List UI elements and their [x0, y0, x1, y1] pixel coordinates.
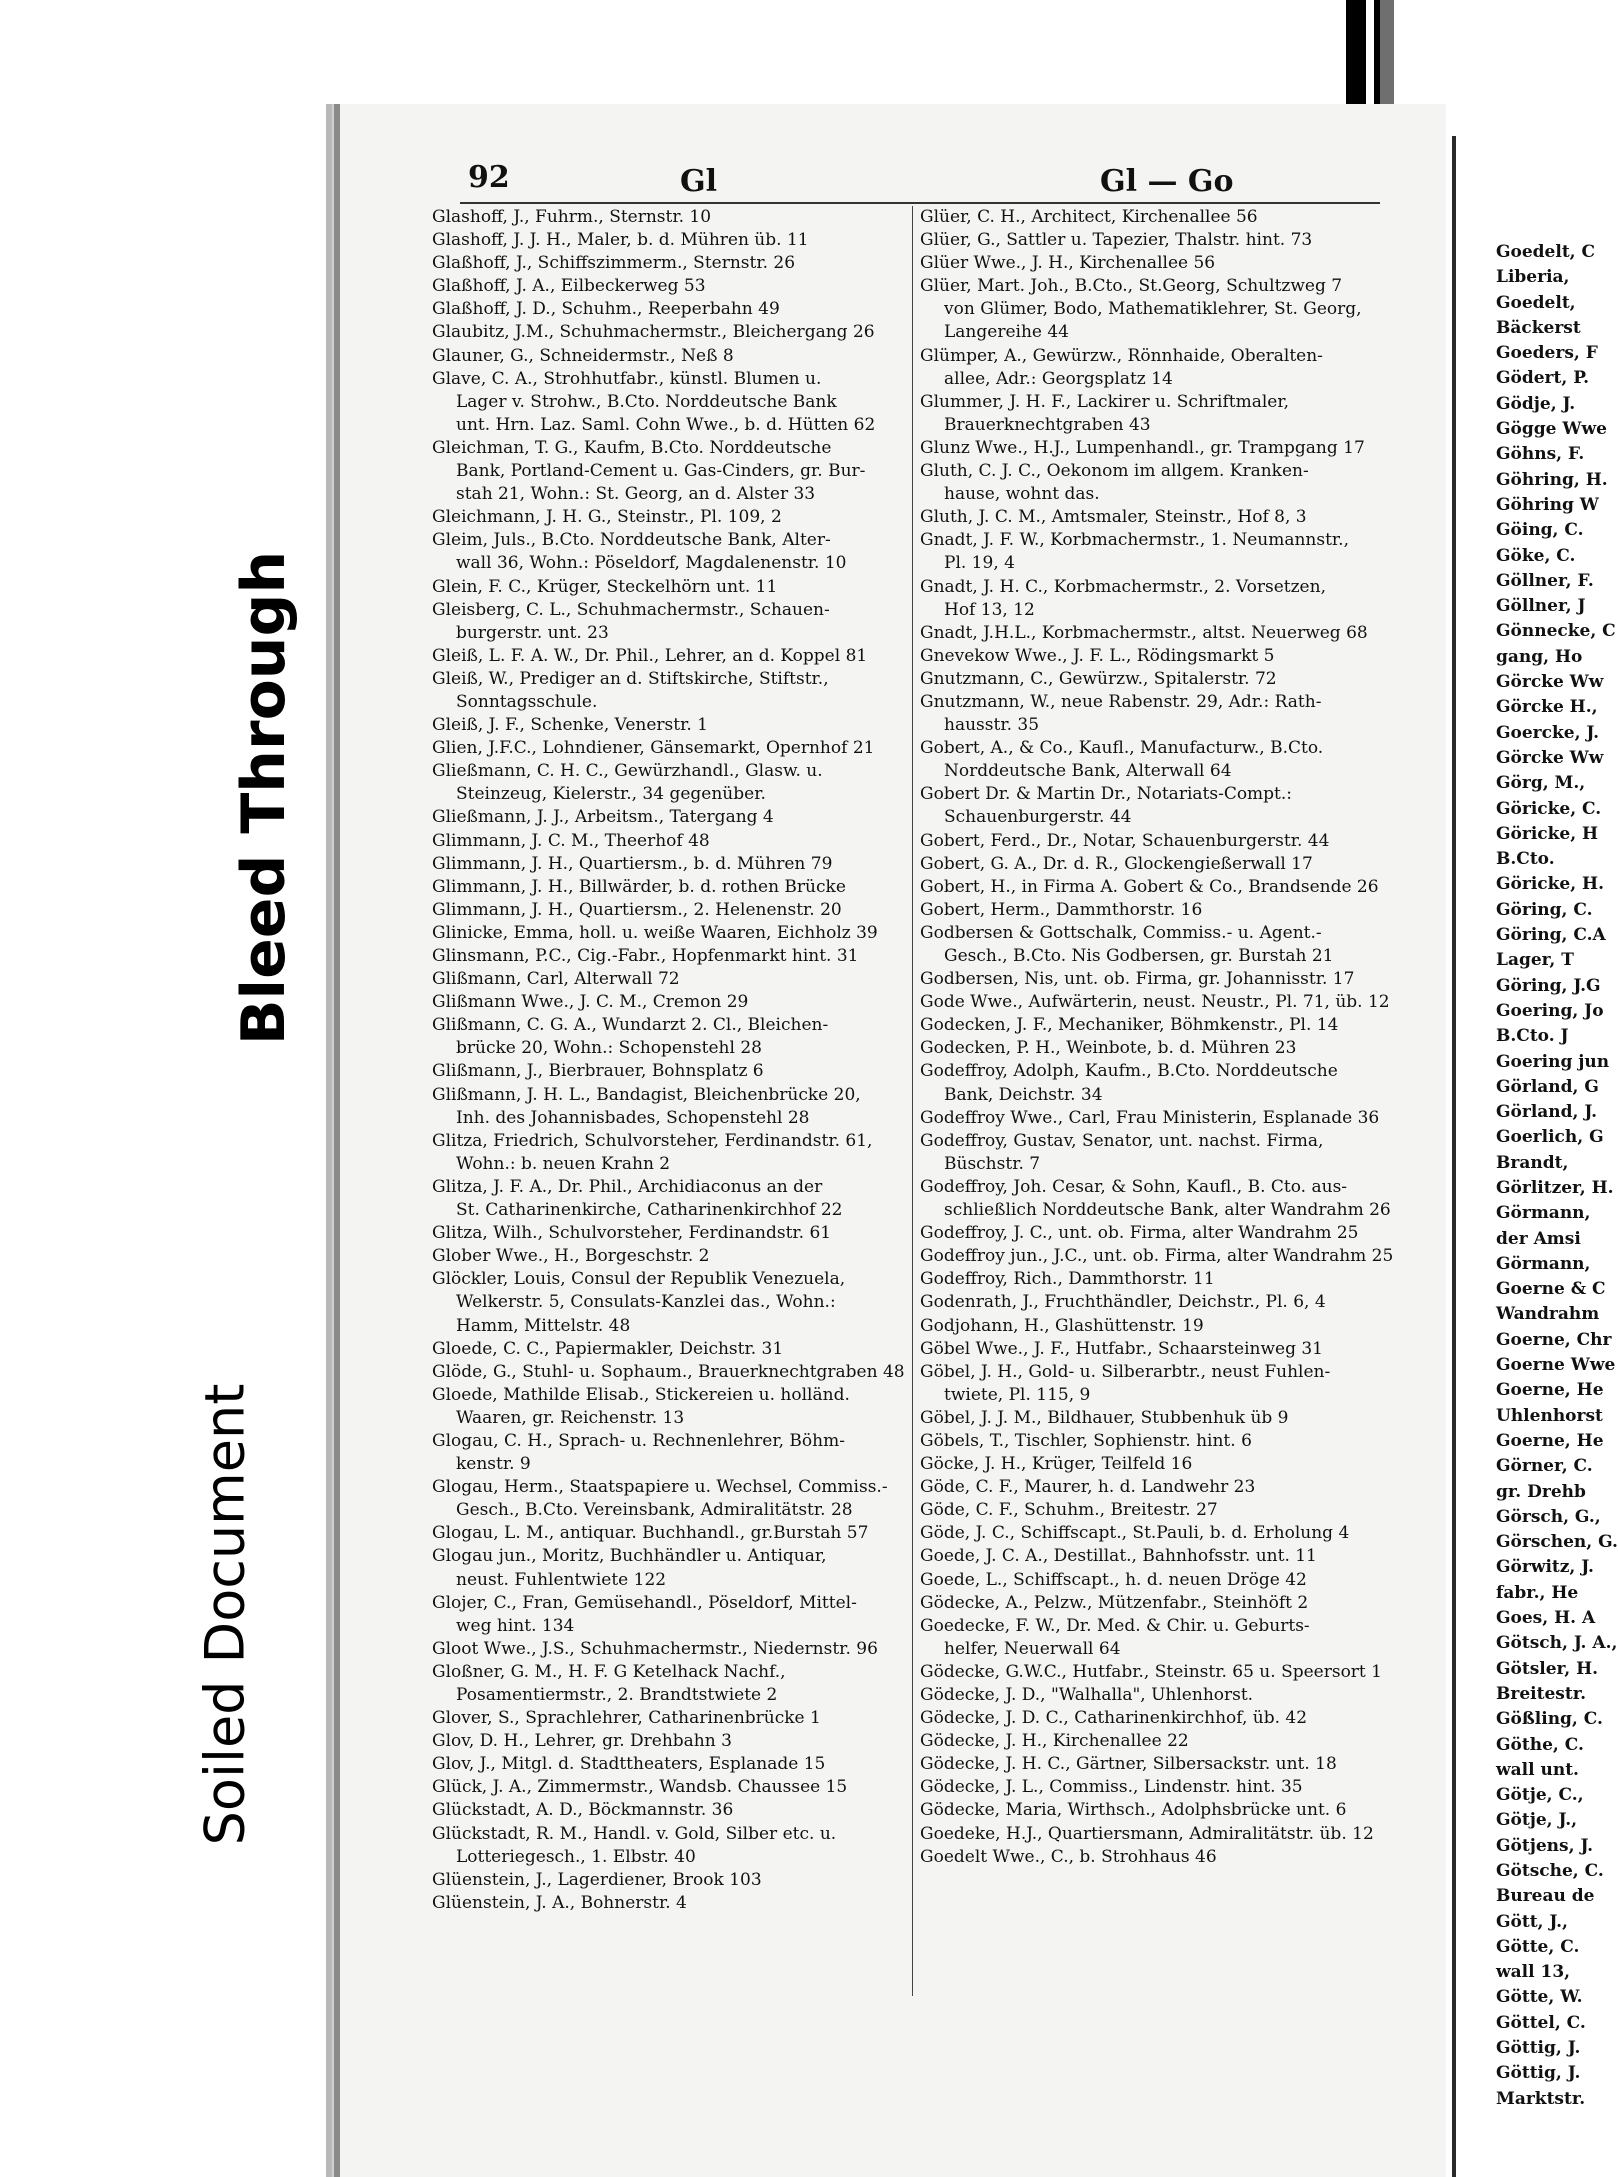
directory-entry-line: Norddeutsche Bank, Alterwall 64 — [944, 761, 1232, 782]
directory-entry-line: unt. Hrn. Laz. Saml. Cohn Wwe., b. d. Hütten 62 — [456, 414, 876, 435]
directory-entry-line: Glißmann, Carl, Alterwall 72 — [432, 969, 680, 990]
directory-entry-line: Glein, F. C., Krüger, Steckelhörn unt. 11 — [432, 576, 778, 597]
directory-entry-line: Goedelt, — [1496, 292, 1576, 313]
directory-entry-line: Göricke, H — [1496, 823, 1599, 844]
directory-entry-line: Gödecke, A., Pelzw., Mützenfabr., Steinhöft 2 — [920, 1592, 1309, 1613]
directory-entry-line: Glien, J.F.C., Lohndiener, Gänsemarkt, Opernhof 21 — [432, 738, 875, 759]
directory-entry-line: Glauner, G., Schneidermstr., Neß 8 — [432, 345, 734, 366]
directory-entry-line: Goede, J. C. A., Destillat., Bahnhofsstr. unt. 11 — [920, 1546, 1317, 1567]
directory-entry-line: Glashoff, J. J. H., Maler, b. d. Mühren üb. 11 — [432, 230, 809, 251]
directory-entry-line: Göcke, J. H., Krüger, Teilfeld 16 — [920, 1454, 1193, 1475]
directory-entry-line: Göhns, F. — [1496, 444, 1585, 465]
directory-entry-line: kenstr. 9 — [456, 1454, 531, 1475]
directory-entry-line: Gließmann, J. J., Arbeitsm., Tatergang 4 — [432, 807, 774, 828]
directory-entry-line: Gött, J., — [1496, 1911, 1568, 1932]
directory-entry-line: Gode Wwe., Aufwärterin, neust. Neustr., Pl. 71, üb. 12 — [920, 992, 1390, 1013]
directory-entry-line: Gödert, P. — [1496, 368, 1590, 389]
directory-entry-line: von Glümer, Bodo, Mathematiklehrer, St. Georg, — [944, 299, 1362, 320]
directory-entry-line: Götje, J., — [1496, 1810, 1578, 1831]
directory-entry-line: Goerne & C — [1496, 1279, 1606, 1300]
directory-entry-line: Gnadt, J. H. C., Korbmachermstr., 2. Vorsetzen, — [920, 576, 1326, 597]
directory-entry-line: gang, Ho — [1496, 646, 1583, 667]
directory-entry-line: Göde, J. C., Schiffscapt., St.Pauli, b. d. Erholung 4 — [920, 1523, 1350, 1544]
directory-entry-line: Götte, C. — [1496, 1936, 1580, 1957]
directory-entry-line: Inh. des Johannisbades, Schopenstehl 28 — [456, 1107, 810, 1128]
directory-entry-line: Glüenstein, J., Lagerdiener, Brook 103 — [432, 1869, 762, 1890]
directory-entry-line: Gesch., B.Cto. Nis Godbersen, gr. Burstah 21 — [944, 946, 1334, 966]
directory-entry-line: weg hint. 134 — [456, 1615, 575, 1636]
directory-entry-line: Goede, L., Schiffscapt., h. d. neuen Dröge 42 — [920, 1569, 1307, 1590]
directory-entry-line: Gließmann, C. H. C., Gewürzhandl., Glasw. u. — [432, 761, 823, 782]
directory-entry-line: Pl. 19, 4 — [944, 553, 1015, 574]
directory-entry-line: Görcke Ww — [1496, 747, 1604, 768]
directory-entry-line: Godeffroy, Rich., Dammthorstr. 11 — [920, 1269, 1215, 1290]
directory-entry-line: Glückstadt, R. M., Handl. v. Gold, Silber etc. u. — [432, 1823, 837, 1844]
directory-entry-line: burgerstr. unt. 23 — [456, 622, 609, 643]
directory-entry-line: Godjohann, H., Glashüttenstr. 19 — [920, 1315, 1204, 1336]
bleed-through-label — [204, 508, 324, 1088]
directory-column-right-clipped — [1496, 240, 1618, 2112]
directory-entry-line: schließlich Norddeutsche Bank, alter Wandrahm 26 — [944, 1200, 1391, 1221]
directory-entry-line: Glover, S., Sprachlehrer, Catharinenbrücke 1 — [432, 1708, 821, 1729]
directory-entry-line: Gesch., B.Cto. Vereinsbank, Admiralitätstr. 28 — [456, 1500, 853, 1521]
directory-entry-line: Glöckler, Louis, Consul der Republik Venezuela, — [432, 1269, 846, 1290]
directory-entry-line: Glimmann, J. C. M., Theerhof 48 — [432, 830, 710, 851]
directory-entry-line: Glimmann, J. H., Billwärder, b. d. rothen Brücke — [432, 876, 846, 897]
directory-entry-line: Marktstr. — [1496, 2088, 1586, 2109]
directory-entry-line: Gnadt, J.H.L., Korbmachermstr., altst. Neuerweg 68 — [920, 622, 1368, 643]
directory-entry-line: Lotteriegesch., 1. Elbstr. 40 — [456, 1846, 696, 1867]
directory-entry-line: Glaßhoff, J., Schiffszimmerm., Sternstr. 26 — [432, 253, 796, 274]
directory-entry-line: Götje, C., — [1496, 1785, 1584, 1806]
directory-entry-line: Goeders, F — [1496, 343, 1598, 364]
directory-entry-line: Gobert, Ferd., Dr., Notar, Schauenburgerstr. 44 — [920, 830, 1330, 851]
directory-entry-line: Görland, G — [1496, 1076, 1599, 1097]
directory-entry-line: Büschstr. 7 — [944, 1153, 1041, 1174]
directory-entry-line: Gobert Dr. & Martin Dr., Notariats-Compt.: — [920, 784, 1293, 805]
directory-entry-line: Glov, D. H., Lehrer, gr. Drehbahn 3 — [432, 1731, 732, 1752]
soiled-document-label-text: Soiled Document — [193, 1383, 257, 1845]
directory-entry-line: Glüer, Mart. Joh., B.Cto., St.Georg, Schultzweg 7 — [920, 276, 1343, 297]
directory-entry-line: Göttel, C. — [1496, 2012, 1586, 2033]
directory-entry-line: Lager v. Strohw., B.Cto. Norddeutsche Bank — [456, 391, 837, 412]
directory-entry-line: B.Cto. J — [1496, 1026, 1569, 1047]
page-number: 92 — [468, 160, 510, 195]
directory-entry-line: Götjens, J. — [1496, 1835, 1594, 1856]
directory-entry-line: Brandt, — [1496, 1152, 1569, 1173]
directory-entry-line: Glüer, G., Sattler u. Tapezier, Thalstr. hint. 73 — [920, 230, 1313, 251]
directory-entry-line: Goedelt, C — [1496, 242, 1596, 262]
directory-entry-line: Glunz Wwe., H.J., Lumpenhandl., gr. Trampgang 17 — [920, 437, 1365, 458]
directory-entry-line: Gobert, H., in Firma A. Gobert & Co., Brandsende 26 — [920, 876, 1379, 897]
directory-entry-line: Göhring W — [1496, 494, 1599, 515]
directory-entry-line: Breitestr. — [1496, 1683, 1587, 1704]
directory-entry-line: Godeffroy Wwe., Carl, Frau Ministerin, Esplanade 36 — [920, 1107, 1380, 1128]
directory-entry-line: helfer, Neuerwall 64 — [944, 1638, 1121, 1659]
directory-entry-line: Glober Wwe., H., Borgeschstr. 2 — [432, 1246, 710, 1267]
directory-entry-line: Godbersen & Gottschalk, Commiss.- u. Agent.- — [920, 922, 1322, 943]
directory-entry-line: Gnutzmann, C., Gewürzw., Spitalerstr. 72 — [920, 668, 1277, 689]
directory-entry-line: Götsler, H. — [1496, 1658, 1599, 1679]
directory-entry-line: Glißmann, J., Bierbrauer, Bohnsplatz 6 — [432, 1061, 764, 1082]
directory-entry-line: Godeffroy, J. C., unt. ob. Firma, alter Wandrahm 25 — [920, 1223, 1359, 1244]
directory-entry-line: Langereihe 44 — [944, 322, 1069, 343]
directory-entry-line: Göde, C. F., Schuhm., Breitestr. 27 — [920, 1500, 1218, 1521]
directory-entry-line: Godeffroy, Adolph, Kaufm., B.Cto. Norddeutsche — [920, 1061, 1338, 1082]
directory-entry-line: Götsche, C. — [1496, 1861, 1604, 1881]
directory-entry-line: Glojer, C., Fran, Gemüsehandl., Pöseldorf, Mittel- — [432, 1592, 857, 1613]
directory-entry-line: Glogau, Herm., Staatspapiere u. Wechsel, Commiss.- — [432, 1477, 888, 1498]
directory-entry-line: Glüer Wwe., J. H., Kirchenallee 56 — [920, 253, 1216, 274]
directory-entry-line: Gleisberg, C. L., Schuhmachermstr., Schauen- — [432, 599, 830, 620]
directory-entry-line: Glüenstein, J. A., Bohnerstr. 4 — [432, 1892, 687, 1913]
header-rule — [460, 202, 1380, 204]
directory-entry-line: Gößling, C. — [1496, 1709, 1603, 1730]
directory-entry-line: stah 21, Wohn.: St. Georg, an d. Alster 33 — [456, 484, 816, 505]
directory-entry-line: Göbels, T., Tischler, Sophienstr. hint. 6 — [920, 1430, 1252, 1451]
directory-entry-line: Gnutzmann, W., neue Rabenstr. 29, Adr.: Rath- — [920, 691, 1322, 712]
directory-entry-line: Gloot Wwe., J.S., Schuhmachermstr., Niedernstr. 96 — [432, 1638, 878, 1659]
directory-entry-line: wall 13, — [1496, 1962, 1571, 1983]
directory-entry-line: Glave, C. A., Strohhutfabr., künstl. Blumen u. — [432, 368, 822, 389]
directory-entry-line: Glinicke, Emma, holl. u. weiße Waaren, Eichholz 39 — [432, 922, 878, 943]
directory-entry-line: Göllner, J — [1496, 596, 1586, 617]
directory-entry-line: Glißmann, J. H. L., Bandagist, Bleichenbrücke 20, — [432, 1084, 861, 1105]
directory-entry-line: Glüer, C. H., Architect, Kirchenallee 56 — [920, 207, 1258, 227]
directory-entry-line: Gödecke, J. H., Kirchenallee 22 — [920, 1731, 1189, 1752]
directory-entry-line: Glückstadt, A. D., Böckmannstr. 36 — [432, 1800, 734, 1821]
directory-entry-line: Godeffroy, Gustav, Senator, unt. nachst. Firma, — [920, 1130, 1324, 1151]
directory-entry-line: Goedeke, H.J., Quartiersmann, Admiralitätstr. üb. 12 — [920, 1823, 1374, 1844]
column-divider — [912, 206, 913, 1996]
directory-entry-line: Gleim, Juls., B.Cto. Norddeutsche Bank, Alter- — [432, 530, 831, 551]
directory-entry-line: Gobert, G. A., Dr. d. R., Glockengießerwall 17 — [920, 853, 1313, 874]
left-running-heading: Gl — [680, 164, 718, 199]
directory-entry-line: brücke 20, Wohn.: Schopenstehl 28 — [456, 1038, 762, 1059]
directory-entry-line: Goerne Wwe — [1496, 1355, 1616, 1376]
directory-entry-line: Gobert, A., & Co., Kaufl., Manufacturw., B.Cto. — [920, 738, 1324, 759]
directory-entry-line: Götte, W. — [1496, 1987, 1583, 2008]
directory-entry-line: Göbel, J. J. M., Bildhauer, Stubbenhuk üb 9 — [920, 1407, 1289, 1428]
directory-entry-line: Gluth, J. C. M., Amtsmaler, Steinstr., Hof 8, 3 — [920, 507, 1307, 528]
directory-entry-line: Glümper, A., Gewürzw., Rönnhaide, Oberalten- — [920, 345, 1323, 366]
directory-entry-line: hause, wohnt das. — [944, 484, 1100, 505]
directory-entry-line: B.Cto. — [1496, 849, 1555, 870]
directory-entry-line: Posamentiermstr., 2. Brandtstwiete 2 — [456, 1685, 778, 1705]
directory-entry-line: Göttig, J. — [1496, 2038, 1581, 2059]
directory-column-middle — [920, 206, 1400, 1869]
directory-entry-line: Glogau, C. H., Sprach- u. Rechnenlehrer, Böhm- — [432, 1430, 845, 1451]
directory-entry-line: Götsch, J. A., — [1496, 1633, 1618, 1654]
directory-entry-line: Godbersen, Nis, unt. ob. Firma, gr. Johannisstr. 17 — [920, 969, 1355, 990]
directory-entry-line: Gödecke, J. L., Commiss., Lindenstr. hint. 35 — [920, 1777, 1303, 1798]
directory-entry-line: wall unt. — [1496, 1759, 1579, 1780]
directory-entry-line: Bank, Portland-Cement u. Gas-Cinders, gr. Bur- — [456, 461, 866, 482]
directory-entry-line: Godecken, J. F., Mechaniker, Böhmkenstr., Pl. 14 — [920, 1015, 1339, 1036]
directory-entry-line: Glitza, Wilh., Schulvorsteher, Ferdinandstr. 61 — [432, 1223, 832, 1244]
directory-entry-line: Goerne, He — [1496, 1380, 1604, 1401]
directory-entry-line: Göricke, C. — [1496, 798, 1602, 819]
directory-entry-line: Göring, C.A — [1496, 925, 1606, 946]
directory-entry-line: Görmann, — [1496, 1253, 1591, 1274]
directory-entry-line: wall 36, Wohn.: Pöseldorf, Magdalenenstr. 10 — [456, 553, 847, 574]
directory-entry-line: Gnadt, J. F. W., Korbmachermstr., 1. Neumannstr., — [920, 530, 1349, 551]
directory-entry-line: Goerne, Chr — [1496, 1329, 1612, 1350]
directory-entry-line: Gödecke, J. D. C., Catharinenkirchhof, üb. 42 — [920, 1708, 1308, 1729]
directory-entry-line: Bureau de — [1496, 1886, 1595, 1907]
directory-entry-line: Goering, Jo — [1496, 1000, 1604, 1021]
directory-entry-line: Glogau jun., Moritz, Buchhändler u. Antiquar, — [432, 1546, 827, 1567]
directory-entry-line: Göke, C. — [1496, 545, 1576, 566]
directory-entry-line: allee, Adr.: Georgsplatz 14 — [944, 368, 1173, 389]
directory-entry-line: Godenrath, J., Fruchthändler, Deichstr., Pl. 6, 4 — [920, 1292, 1326, 1313]
directory-entry-line: Görner, C. — [1496, 1456, 1593, 1477]
directory-entry-line: Bäckerst — [1496, 317, 1581, 338]
directory-entry-line: Goercke, J. — [1496, 722, 1600, 743]
directory-entry-line: Gnevekow Wwe., J. F. L., Rödingsmarkt 5 — [920, 645, 1275, 666]
directory-entry-line: Göllner, F. — [1496, 570, 1594, 591]
directory-entry-line: Görlitzer, H. — [1496, 1177, 1614, 1198]
directory-entry-line: Glißmann Wwe., J. C. M., Cremon 29 — [432, 992, 749, 1013]
directory-entry-line: Gleiß, J. F., Schenke, Venerstr. 1 — [432, 715, 708, 736]
directory-entry-line: Glov, J., Mitgl. d. Stadttheaters, Esplanade 15 — [432, 1754, 826, 1775]
directory-entry-line: Gloede, C. C., Papiermakler, Deichstr. 31 — [432, 1338, 784, 1359]
directory-entry-line: Görmann, — [1496, 1203, 1591, 1224]
directory-entry-line: Gödecke, G.W.C., Hutfabr., Steinstr. 65 u. Speersort 1 — [920, 1661, 1382, 1682]
directory-entry-line: Godecken, P. H., Weinbote, b. d. Mühren 23 — [920, 1038, 1297, 1059]
directory-entry-line: Glück, J. A., Zimmermstr., Wandsb. Chaussee 15 — [432, 1777, 848, 1798]
directory-entry-line: Göring, J.G — [1496, 975, 1601, 996]
directory-entry-line: Gleiß, W., Prediger an d. Stiftskirche, Stiftstr., — [432, 668, 829, 689]
bleed-through-label-text: Bleed Through — [229, 550, 300, 1046]
directory-entry-line: Göde, C. F., Maurer, h. d. Landwehr 23 — [920, 1477, 1256, 1498]
directory-entry-line: Göthe, C. — [1496, 1734, 1584, 1755]
directory-entry-line: Goedecke, F. W., Dr. Med. & Chir. u. Geburts- — [920, 1615, 1310, 1636]
directory-entry-line: Uhlenhorst — [1496, 1405, 1603, 1426]
directory-entry-line: Gödje, J. — [1496, 393, 1576, 414]
directory-entry-line: Göing, C. — [1496, 520, 1584, 541]
directory-entry-line: Glißmann, C. G. A., Wundarzt 2. Cl., Bleichen- — [432, 1015, 829, 1036]
directory-entry-line: Glinsmann, P.C., Cig.-Fabr., Hopfenmarkt hint. 31 — [432, 946, 859, 966]
directory-entry-line: fabr., He — [1496, 1582, 1579, 1603]
directory-entry-line: Gögge Wwe — [1496, 419, 1607, 440]
directory-entry-line: Godeffroy jun., J.C., unt. ob. Firma, alter Wandrahm 25 — [920, 1246, 1394, 1267]
directory-entry-line: Goerne, He — [1496, 1430, 1604, 1451]
directory-entry-line: Gloßner, G. M., H. F. G Ketelhack Nachf., — [432, 1661, 786, 1682]
directory-entry-line: Hamm, Mittelstr. 48 — [456, 1315, 631, 1336]
directory-entry-line: Glimmann, J. H., Quartiersm., b. d. Mühren 79 — [432, 853, 833, 874]
directory-entry-line: Glimmann, J. H., Quartiersm., 2. Helenenstr. 20 — [432, 899, 842, 920]
directory-column-left — [432, 206, 905, 1915]
directory-entry-line: Gloede, Mathilde Elisab., Stickereien u. holländ. — [432, 1384, 850, 1405]
directory-entry-line: Gödecke, J. D., "Walhalla", Uhlenhorst. — [920, 1685, 1254, 1705]
directory-entry-line: Görschen, G. — [1496, 1532, 1618, 1553]
directory-entry-line: Wandrahm — [1496, 1304, 1600, 1325]
directory-entry-line: Glöde, G., Stuhl- u. Sophaum., Brauerknechtgraben 48 — [432, 1361, 905, 1382]
soiled-document-label — [170, 1296, 280, 1932]
directory-entry-line: Göttig, J. — [1496, 2063, 1581, 2084]
directory-entry-line: Waaren, gr. Reichenstr. 13 — [456, 1407, 685, 1428]
directory-entry-line: neust. Fuhlentwiete 122 — [456, 1569, 667, 1590]
directory-entry-line: Göbel Wwe., J. F., Hutfabr., Schaarsteinweg 31 — [920, 1338, 1323, 1359]
directory-entry-line: Glummer, J. H. F., Lackirer u. Schriftmaler, — [920, 391, 1290, 412]
directory-entry-line: Wohn.: b. neuen Krahn 2 — [456, 1153, 671, 1174]
directory-entry-line: Godeffroy, Joh. Cesar, & Sohn, Kaufl., B. Cto. aus- — [920, 1176, 1348, 1197]
page-gutter — [1452, 136, 1456, 2177]
directory-entry-line: Gleiß, L. F. A. W., Dr. Phil., Lehrer, an d. Koppel 81 — [432, 645, 868, 666]
directory-entry-line: Glashoff, J., Fuhrm., Sternstr. 10 — [432, 207, 712, 227]
directory-entry-line: Glaßhoff, J. D., Schuhm., Reeperbahn 49 — [432, 299, 780, 320]
directory-entry-line: twiete, Pl. 115, 9 — [944, 1384, 1091, 1405]
directory-entry-line: Glaßhoff, J. A., Eilbeckerweg 53 — [432, 276, 706, 297]
directory-entry-line: Gobert, Herm., Dammthorstr. 16 — [920, 899, 1203, 920]
directory-entry-line: Görwitz, J. — [1496, 1557, 1594, 1578]
directory-entry-line: Goedelt Wwe., C., b. Strohhaus 46 — [920, 1846, 1217, 1867]
directory-entry-line: Steinzeug, Kielerstr., 34 gegenüber. — [456, 784, 766, 805]
directory-entry-line: Sonntagsschule. — [456, 691, 598, 712]
directory-entry-line: Göhring, H. — [1496, 469, 1608, 490]
right-running-heading: Gl — Go — [1100, 164, 1234, 199]
directory-entry-line: Welkerstr. 5, Consulats-Kanzlei das., Wohn.: — [456, 1292, 836, 1313]
directory-entry-line: Gleichman, T. G., Kaufm, B.Cto. Norddeutsche — [432, 437, 832, 458]
directory-entry-line: Glitza, Friedrich, Schulvorsteher, Ferdinandstr. 61, — [432, 1130, 873, 1151]
directory-entry-line: Goerlich, G — [1496, 1127, 1604, 1148]
directory-entry-line: Göring, C. — [1496, 899, 1593, 920]
directory-entry-line: Gödecke, J. H. C., Gärtner, Silbersackstr. unt. 18 — [920, 1754, 1337, 1775]
directory-entry-line: Görcke H., — [1496, 697, 1598, 718]
directory-entry-line: Görg, M., — [1496, 773, 1586, 794]
directory-entry-line: Görcke Ww — [1496, 672, 1604, 693]
directory-entry-line: Hof 13, 12 — [944, 599, 1035, 620]
directory-entry-line: Glitza, J. F. A., Dr. Phil., Archidiaconus an der — [432, 1176, 823, 1197]
directory-entry-line: hausstr. 35 — [944, 715, 1040, 736]
directory-entry-line: Goering jun — [1496, 1051, 1610, 1072]
directory-entry-line: Lager, T — [1496, 950, 1574, 971]
directory-entry-line: Schauenburgerstr. 44 — [944, 807, 1132, 828]
directory-entry-line: Bank, Deichstr. 34 — [944, 1084, 1103, 1105]
directory-entry-line: Glaubitz, J.M., Schuhmachermstr., Bleichergang 26 — [432, 322, 875, 343]
directory-entry-line: Görland, J. — [1496, 1102, 1598, 1123]
directory-entry-line: Glogau, L. M., antiquar. Buchhandl., gr.Burstah 57 — [432, 1523, 869, 1544]
directory-entry-line: Göricke, H. — [1496, 874, 1605, 895]
directory-entry-line: Görsch, G., — [1496, 1506, 1601, 1527]
directory-entry-line: der Amsi — [1496, 1228, 1581, 1249]
directory-entry-line: Göbel, J. H., Gold- u. Silberarbtr., neust Fuhlen- — [920, 1361, 1331, 1382]
directory-entry-line: Gleichmann, J. H. G., Steinstr., Pl. 109, 2 — [432, 507, 782, 528]
directory-entry-line: Brauerknechtgraben 43 — [944, 414, 1151, 435]
directory-entry-line: St. Catharinenkirche, Catharinenkirchhof 22 — [456, 1200, 843, 1221]
directory-entry-line: Gluth, C. J. C., Oekonom im allgem. Kranken- — [920, 461, 1309, 482]
directory-entry-line: Gödecke, Maria, Wirthsch., Adolphsbrücke unt. 6 — [920, 1800, 1347, 1821]
directory-entry-line: gr. Drehb — [1496, 1481, 1586, 1502]
directory-entry-line: Gönnecke, C — [1496, 621, 1616, 642]
directory-entry-line: Goes, H. A — [1496, 1608, 1596, 1629]
directory-entry-line: Liberia, — [1496, 267, 1570, 288]
